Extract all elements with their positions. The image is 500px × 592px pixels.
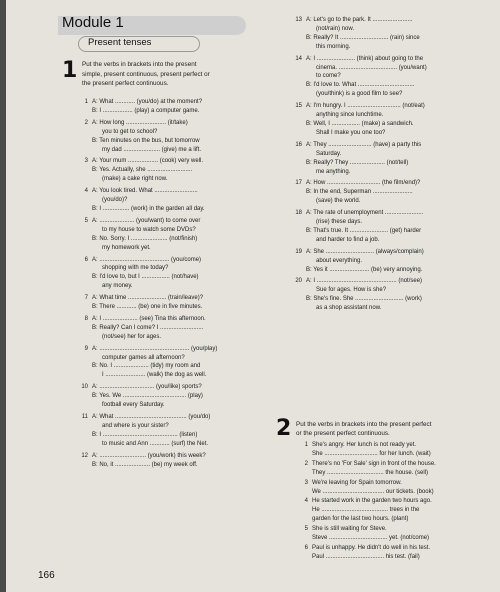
dialogue-line (76, 392, 276, 401)
line-text: B: I ............................................. (listen) (92, 431, 198, 438)
dialogue-line (296, 525, 500, 534)
line-text: B: No. Sorry. I ...................... (not/finish) (92, 235, 198, 242)
item-number: 1 (304, 442, 308, 448)
exercise-item (296, 479, 500, 497)
line-text: B: No, it ..................... (be) my week off. (92, 461, 198, 468)
dialogue-line (290, 90, 500, 99)
item-number (290, 25, 306, 34)
line-text: He started work in the garden two hours ago. (312, 498, 432, 505)
dialogue-line (76, 264, 276, 273)
instruction-line: Put the verbs in brackets into the present perfect (296, 421, 432, 428)
item-number (290, 90, 306, 99)
dialogue-line (290, 266, 500, 275)
item-number (290, 266, 306, 275)
dialogue-line (76, 166, 276, 175)
exercise-item (290, 248, 500, 275)
dialogue-line (290, 188, 500, 197)
exercise-item (296, 441, 500, 459)
exercise-item (296, 460, 500, 478)
dialogue-line (76, 226, 276, 235)
item-number: 13 (295, 17, 302, 23)
dialogue-line (76, 461, 276, 470)
item-number (290, 34, 306, 43)
line-text: A: ................................. (you/like) sports? (92, 384, 202, 391)
textbook-page (6, 0, 500, 592)
line-text: shopping with me today? (102, 265, 169, 272)
line-text: (not/see) her for ages. (102, 333, 162, 340)
item-number (290, 64, 306, 73)
exercise-item (290, 55, 500, 100)
dialogue-line (290, 227, 500, 236)
line-text: A: You look tired. What .......................... (92, 188, 198, 195)
item-number (290, 159, 306, 168)
item-number (290, 218, 306, 227)
instruction-line: the present perfect continuous. (82, 80, 169, 87)
item-number (296, 553, 312, 562)
item-number (76, 371, 92, 380)
line-text: A: They .......................... (have) a party this (306, 141, 422, 148)
item-number (76, 461, 92, 470)
line-text: He ........................................ trees in the (312, 507, 420, 514)
line-text: A: I ..................... (see) Tina this afternoon. (92, 315, 206, 322)
item-number (76, 354, 92, 363)
dialogue-line (76, 440, 276, 449)
line-text: Steve ................................... yet. (not/come) (312, 535, 430, 542)
line-text: A: What ........................................... (you/do) (92, 414, 211, 420)
exercise-1-left-column (76, 98, 276, 472)
item-number (290, 295, 306, 304)
dialogue-line (290, 218, 500, 227)
dialogue-line (76, 324, 276, 333)
line-text: to my house to watch some DVDs? (102, 226, 196, 233)
item-number: 8 (84, 315, 88, 322)
item-number (76, 205, 92, 214)
dialogue-line (290, 111, 500, 120)
dialogue-line (76, 362, 276, 371)
item-number (290, 286, 306, 295)
item-number: 14 (295, 55, 302, 62)
dialogue-line (76, 431, 276, 440)
line-text: A: ...................................................... (you/play) (92, 345, 218, 352)
line-text: A: ..................... (you/want) to come over (92, 217, 201, 224)
dialogue-line (76, 205, 276, 214)
line-text: anything since lunchtime. (316, 112, 384, 119)
line-text: A: The rate of unemployment ....................... (306, 210, 424, 217)
line-text: B: I'd love to. What .................................. (306, 82, 415, 89)
dialogue-line (290, 248, 500, 257)
dialogue-line (296, 479, 500, 488)
item-number: 16 (295, 141, 302, 148)
item-number: 18 (295, 210, 302, 217)
dialogue-line (290, 16, 500, 25)
dialogue-line (296, 544, 500, 553)
line-text: B: I'd love to, but I ................. (not/have) (92, 274, 199, 281)
line-text: A: I ....................... (think) about going to the (306, 55, 424, 62)
item-number: 17 (295, 180, 302, 187)
item-number (76, 333, 92, 342)
exercise-item (290, 277, 500, 313)
line-text: A: I'm hungry. I ................................ (not/eat) (306, 103, 425, 110)
exercise-item (76, 98, 276, 116)
dialogue-line (296, 488, 500, 497)
item-number (76, 264, 92, 273)
line-text: B: She's fine. She ............................. (work) (306, 296, 422, 303)
dialogue-line (76, 294, 276, 303)
dialogue-line (296, 460, 500, 469)
exercise-1-right-column (290, 16, 500, 316)
line-text: (save) the world. (316, 198, 361, 205)
item-number (76, 146, 92, 155)
line-text: A: ............................ (you/work) this week? (92, 452, 206, 459)
line-text: cinema. ................................... (you/want) (316, 64, 427, 71)
line-text: B: Really? Can I come? I .......................... (92, 324, 204, 331)
dialogue-line (290, 102, 500, 111)
dialogue-line (76, 282, 276, 291)
dialogue-line (76, 422, 276, 431)
item-number (290, 197, 306, 206)
item-number (290, 129, 306, 138)
item-number (296, 450, 312, 459)
item-number (76, 235, 92, 244)
item-number: 10 (81, 384, 88, 391)
item-number (290, 236, 306, 245)
line-text: you to get to school? (102, 128, 158, 135)
dialogue-line (76, 244, 276, 253)
item-number (76, 273, 92, 282)
dialogue-line (290, 286, 500, 295)
dialogue-line (296, 450, 500, 459)
item-number: 3 (84, 158, 88, 165)
dialogue-line (76, 137, 276, 146)
line-text: B: Ten minutes on the bus, but tomorrow (92, 137, 200, 144)
exercise-item (296, 497, 500, 524)
exercise-item (76, 294, 276, 312)
dialogue-line (76, 98, 276, 107)
line-text: B: Really? It ............................. (rain) since (306, 34, 420, 41)
item-number: 12 (81, 452, 88, 459)
exercise-item (76, 256, 276, 292)
line-text: A: Let's go to the park. It ........................ (306, 17, 413, 23)
dialogue-line (296, 515, 500, 524)
item-number: 2 (304, 460, 308, 467)
dialogue-line (290, 25, 500, 34)
line-text: Paul is unhappy. He didn't do well in his test. (312, 544, 431, 551)
item-number (296, 515, 312, 524)
dialogue-line (76, 235, 276, 244)
dialogue-line (76, 196, 276, 205)
exercise-1-number: 1 (62, 58, 78, 83)
item-number (76, 107, 92, 116)
line-text: B: I ................ (work) in the garden all day. (92, 205, 205, 212)
exercise-item (76, 217, 276, 253)
exercise-1-instruction (82, 60, 257, 89)
line-text: this morning. (316, 43, 351, 50)
dialogue-line (76, 401, 276, 410)
item-number (76, 422, 92, 431)
dialogue-line (76, 354, 276, 363)
item-number (76, 175, 92, 184)
item-number (76, 324, 92, 333)
item-number (76, 196, 92, 205)
dialogue-line (290, 64, 500, 73)
item-number: 6 (84, 256, 88, 263)
exercise-item (290, 141, 500, 177)
line-text: She's angry. Her lunch is not ready yet. (312, 442, 417, 448)
item-number: 5 (84, 217, 88, 224)
dialogue-line (76, 187, 276, 196)
item-number: 6 (304, 544, 308, 551)
item-number (290, 304, 306, 313)
line-text: Shall I make you one too? (316, 129, 386, 136)
item-number (76, 226, 92, 235)
item-number: 1 (84, 99, 88, 105)
item-number (290, 120, 306, 129)
item-number: 9 (84, 345, 88, 352)
line-text: We're leaving for Spain tomorrow. (312, 479, 402, 486)
dialogue-line (290, 304, 500, 313)
dialogue-line (76, 413, 276, 422)
exercise-item (290, 102, 500, 138)
line-text: football every Saturday. (102, 402, 165, 409)
item-number (76, 362, 92, 371)
instruction-line: or the present perfect continuous. (296, 430, 390, 437)
exercise-item (296, 525, 500, 543)
dialogue-line (290, 159, 500, 168)
line-text: B: Yes it ........................ (be) very annoying. (306, 266, 423, 273)
dialogue-line (290, 295, 500, 304)
item-number (76, 166, 92, 175)
line-text: (make) a cake right now. (102, 176, 168, 183)
line-text: There's no 'For Sale' sign in front of the house. (312, 460, 436, 467)
line-text: A: How ................................ (the film/end)? (306, 180, 421, 187)
line-text: A: What ............ (you/do) at the moment? (92, 99, 203, 105)
exercise-2-list (296, 441, 500, 563)
dialogue-line (290, 43, 500, 52)
exercise-item (76, 413, 276, 449)
exercise-item (76, 119, 276, 155)
line-text: B: There ............ (be) one in five minutes. (92, 304, 203, 311)
item-number: 4 (304, 498, 308, 505)
exercise-2-instruction (296, 420, 496, 438)
line-text: Paul ................................... his test. (fail) (312, 553, 420, 560)
exercise-item (290, 179, 500, 206)
dialogue-line (76, 217, 276, 226)
dialogue-line (296, 534, 500, 543)
line-text: about everything. (316, 257, 363, 264)
line-text: She ................................ for her lunch. (wait) (312, 450, 431, 457)
dialogue-line (290, 72, 500, 81)
dialogue-line (296, 506, 500, 515)
item-number (290, 227, 306, 236)
line-text: me anything. (316, 168, 351, 175)
item-number (296, 506, 312, 515)
line-text: A: How long ........................ (it/take) (92, 119, 188, 126)
dialogue-line (290, 129, 500, 138)
item-number (76, 244, 92, 253)
dialogue-line (76, 315, 276, 324)
exercise-item (76, 383, 276, 410)
dialogue-line (290, 209, 500, 218)
exercise-item (290, 16, 500, 52)
line-text: any money. (102, 283, 133, 290)
dialogue-line (290, 55, 500, 64)
item-number: 11 (81, 414, 88, 420)
line-text: and harder to find a job. (316, 236, 380, 243)
exercise-item (76, 452, 276, 470)
dialogue-line (76, 119, 276, 128)
dialogue-line (76, 157, 276, 166)
dialogue-line (76, 371, 276, 380)
item-number (76, 303, 92, 312)
item-number (290, 43, 306, 52)
line-text: and where is your sister? (102, 422, 169, 429)
instruction-line: Put the verbs in brackets into the present (82, 61, 197, 68)
section-title: Present tenses (88, 37, 152, 48)
line-text: We ..................................... our tickets. (book) (312, 488, 434, 495)
dialogue-line (296, 553, 500, 562)
exercise-2-number: 2 (276, 416, 292, 441)
dialogue-line (76, 146, 276, 155)
dialogue-line (296, 497, 500, 506)
line-text: garden for the last two hours. (plant) (312, 516, 409, 523)
dialogue-line (76, 383, 276, 392)
dialogue-line (290, 257, 500, 266)
item-number: 15 (295, 103, 302, 110)
item-number (296, 488, 312, 497)
line-text: (rise) these days. (316, 219, 363, 226)
exercise-item (76, 157, 276, 184)
dialogue-line (76, 128, 276, 137)
line-text: Sue for ages. How is she? (316, 287, 387, 294)
line-text: They .................................. the house. (sell) (312, 469, 429, 476)
line-text: A: She ............................. (always/complain) (306, 248, 424, 255)
item-number: 5 (304, 526, 308, 533)
line-text: B: Yes. Actually, she ........................... (92, 167, 193, 174)
item-number (290, 188, 306, 197)
line-text: A: Your mum .................. (cook) very well. (92, 158, 204, 165)
line-text: A: What time ....................... (train/leave)? (92, 295, 204, 302)
dialogue-line (76, 273, 276, 282)
item-number: 20 (295, 278, 302, 285)
line-text: A: I ................................................ (not/see) (306, 278, 423, 285)
page-number: 166 (38, 570, 55, 581)
item-number (76, 440, 92, 449)
line-text: B: I .................. (play) a computer game. (92, 107, 200, 114)
line-text: my homework yet. (102, 244, 151, 251)
exercise-item (76, 345, 276, 381)
exercise-item (76, 187, 276, 214)
line-text: B: Yes. We ...................................... (play) (92, 393, 203, 400)
dialogue-line (290, 150, 500, 159)
item-number: 19 (295, 248, 302, 255)
dialogue-line (290, 179, 500, 188)
item-number (76, 137, 92, 146)
dialogue-line (76, 345, 276, 354)
dialogue-line (76, 107, 276, 116)
exercise-item (76, 315, 276, 342)
dialogue-line (290, 197, 500, 206)
dialogue-line (76, 303, 276, 312)
item-number (290, 81, 306, 90)
line-text: B: That's true. It ....................... (get) harder (306, 227, 422, 234)
line-text: She is still waiting for Steve. (312, 526, 387, 533)
dialogue-line (296, 469, 500, 478)
dialogue-line (290, 81, 500, 90)
line-text: A: .......................................... (you/come) (92, 256, 202, 263)
line-text: my dad ...................... (give) me a lift. (102, 146, 202, 153)
dialogue-line (76, 175, 276, 184)
dialogue-line (290, 236, 500, 245)
dialogue-line (296, 441, 500, 450)
line-text: I ........................ (walk) the dog as well. (102, 372, 207, 379)
line-text: Saturday. (316, 150, 342, 157)
line-text: computer games all afternoon? (102, 354, 185, 361)
item-number: 2 (84, 119, 88, 126)
item-number (76, 282, 92, 291)
item-number (290, 111, 306, 120)
dialogue-line (290, 141, 500, 150)
dialogue-line (290, 120, 500, 129)
module-title: Module 1 (62, 14, 124, 31)
dialogue-line (290, 277, 500, 286)
line-text: B: Well, I ................. (make) a sandwich. (306, 120, 414, 127)
item-number (76, 128, 92, 137)
item-number (290, 150, 306, 159)
item-number (76, 401, 92, 410)
item-number (296, 534, 312, 543)
item-number: 7 (84, 295, 88, 302)
dialogue-line (76, 333, 276, 342)
item-number (296, 469, 312, 478)
item-number (290, 168, 306, 177)
dialogue-line (290, 34, 500, 43)
line-text: as a shop assistant now. (316, 305, 382, 312)
item-number: 4 (84, 188, 88, 195)
exercise-item (296, 544, 500, 562)
dialogue-line (290, 168, 500, 177)
line-text: to come? (316, 73, 341, 80)
item-number (290, 72, 306, 81)
line-text: B: No. I ..................... (tidy) my room and (92, 363, 201, 370)
item-number (76, 431, 92, 440)
dialogue-line (76, 452, 276, 461)
item-number (290, 257, 306, 266)
line-text: to music and Ann ............ (surf) the Net. (102, 440, 209, 447)
line-text: B: In the end, Superman ........................ (306, 189, 413, 196)
line-text: (not/rain) now. (316, 25, 355, 32)
dialogue-line (76, 256, 276, 265)
line-text: (you/think) is a good film to see? (316, 91, 403, 98)
line-text: (you/do)? (102, 197, 128, 204)
instruction-line: simple, present continuous, present perfect or (82, 70, 210, 78)
item-number: 3 (304, 479, 308, 486)
line-text: B: Really? They ..................... (not/tell) (306, 159, 409, 166)
item-number (76, 392, 92, 401)
exercise-item (290, 209, 500, 245)
